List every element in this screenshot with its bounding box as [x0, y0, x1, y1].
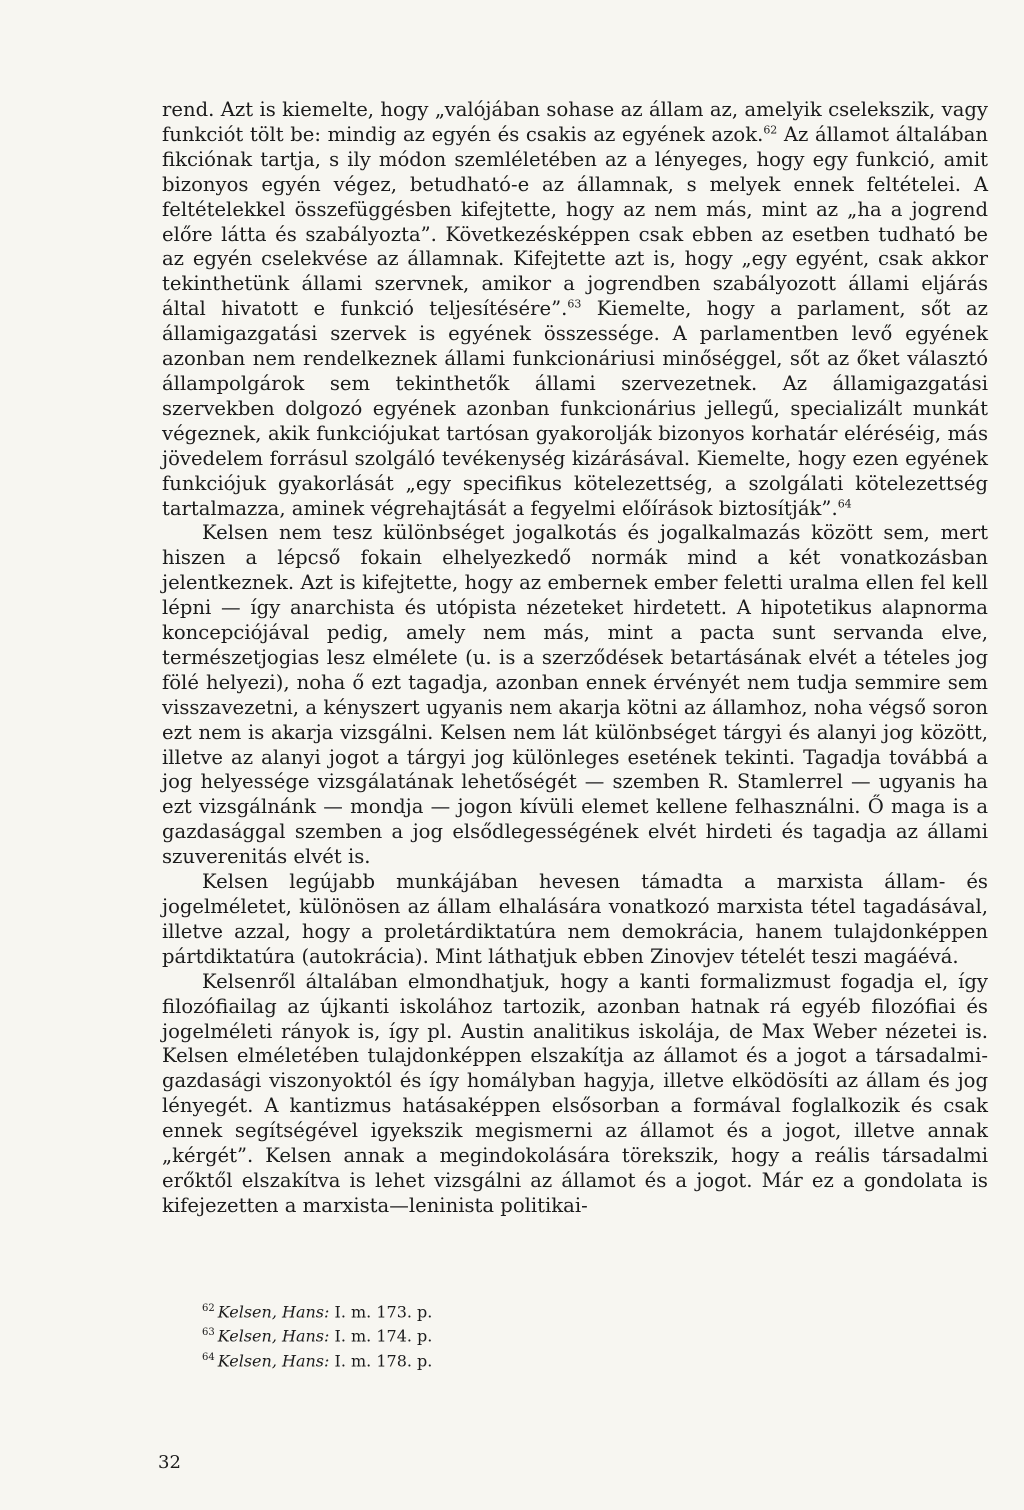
paragraph [162, 521, 988, 870]
footnote-reference-text: I. m. 173. p. [329, 1302, 433, 1322]
text-run: Kelsen nem tesz különbséget jogalkotás és jogalkalmazás között sem, mert hiszen a lépcső fokain elhelyezkedő normák mind a két vonatkozásban jelentkeznek. Azt is kifejtette, hogy az embernek ember feletti uralma ellen fel kell lépni — így anarchista és utópista nézeteket hirdetett. A hipotetikus alapnorma koncepciójával pedig, amely nem más, mint a pacta sunt servanda elve, természetjogias lesz elmélete (u. is a szerződések betartásának elvét a tételes jog fölé helyezi), noha ő ezt tagadja, azonban ennek érvényét nem tudja semmire sem visszavezetni, a kényszert ugyanis nem akarja kötni az államhoz, noha végső soron ezt nem is akarja vizsgálni. Kelsen nem lát különbséget tárgyi és alanyi jog között, illetve az alanyi jogot a tárgyi jog különleges esetének tekinti. Tagadja továbbá a jog helyessége vizsgálatának lehetőségét — szemben R. Stamlerrel — ugyanis ha ezt vizsgálnánk — mondja — jogon kívüli elemet kellene felhasználni. Ő maga is a gazdasággal szemben a jog elsődlegességének elvét hirdeti és tagadja az állami szuverenitás elvét is. [162, 521, 988, 869]
text-run: Kelsen legújabb munkájában hevesen támadta a marxista állam- és jogelméletet, különösen az állam elhalására vonatkozó marxista tétel tagadásával, illetve azzal, hogy a proletárdiktatúra nem demokrácia, hanem tulajdonképpen pártdiktatúra (autokrácia). Mint láthatjuk ebben Zinovjev tételét teszi magáévá. [162, 870, 988, 968]
footnote-author: Kelsen, Hans: [217, 1302, 330, 1322]
footnote-reference: 62 [763, 123, 778, 137]
body-text [162, 98, 988, 1219]
footnote-author: Kelsen, Hans: [217, 1326, 330, 1346]
text-run: rend. Azt is kiemelte, hogy „valójában sohase az állam az, amelyik cselekszik, vagy funkciót tölt be: mindig az egyén és csakis az egyének azok. [162, 98, 988, 146]
text-run: Kiemelte, hogy a parlament, sőt az államigazgatási szervek is egyének összessége. A parlamentben levő egyének azonban nem rendelkeznek állami funkcionáriusi minőséggel, sőt az őket választó állampolgárok sem tekinthetők állami szervezetnek. Az államigazgatási szervekben dolgozó egyének azonban funkcionárius jellegű, specializált munkát végeznek, akik funkciójukat tartósan gyakorolják bizonyos korhatár eléréséig, más jövedelem forrásul szolgáló tevékenység kizárásával. Kiemelte, hogy ezen egyének funkciójuk gyakorlását „egy specifikus kötelezettség, a szolgálati kötelezettség tartalmazza, aminek végrehajtását a fegyelmi előírások biztosítják”. [162, 297, 988, 520]
text-run: Az államot általában fikciónak tartja, s ily módon szemléletében az a lényeges, hogy egy funkció, amit bizonyos egyén végez, betudható-e az államnak, s melyek ennek feltételei. A feltételekkel összefüggésben kifejtette, hogy az nem más, mint az „ha a jogrend előre látta és szabályozta”. Következésképpen csak ebben az esetben tudható be az egyén cselekvése az államnak. Kifejtette azt is, hogy „egy egyént, csak akkor tekinthetünk állami szervnek, amikor a jogrendben szabályozott állami eljárás által hivatott e funkció teljesítésére”. [162, 122, 988, 321]
footnote-reference: 63 [567, 297, 582, 311]
footnote-number: 62 [202, 1303, 215, 1314]
page-number: 32 [158, 1452, 181, 1473]
footnote [202, 1298, 702, 1322]
footnote [202, 1322, 702, 1346]
paragraph [162, 98, 988, 521]
footnote-number: 63 [202, 1327, 215, 1339]
paragraph [162, 870, 988, 970]
paragraph [162, 970, 988, 1219]
text-run: Kelsenről általában elmondhatjuk, hogy a kanti formalizmust fogadja el, így filozófiailag az újkanti iskolához tartozik, azonban hatnak rá egyéb filozófiai és jogelméleti rányok is, így pl. Austin analitikus iskolája, de Max Weber nézetei is. Kelsen elméletében tulajdonképpen elszakítja az államot és a jogot a társadalmi-gazdasági viszonyoktól és így homályban hagyja, illetve elködösíti az állam és jog lényegét. A kantizmus hatásaképpen elsősorban a formával foglalkozik és csak ennek segítségével igyekszik megismerni az államot és a jogot, illetve annak „kérgét”. Kelsen annak a megindokolására törekszik, hogy a reális társadalmi erőktől elszakítva is lehet vizsgálni az államot és a jogot. Már ez a gondolata is kifejezetten a marxista—leninista politikai- [162, 969, 988, 1217]
footnote-number: 64 [202, 1351, 215, 1363]
footnote [202, 1347, 702, 1371]
footnotes [202, 1298, 702, 1371]
footnote-reference: 64 [837, 496, 852, 510]
footnote-author: Kelsen, Hans: [217, 1350, 330, 1370]
footnote-reference-text: I. m. 178. p. [329, 1350, 433, 1370]
footnote-reference-text: I. m. 174. p. [329, 1326, 433, 1346]
